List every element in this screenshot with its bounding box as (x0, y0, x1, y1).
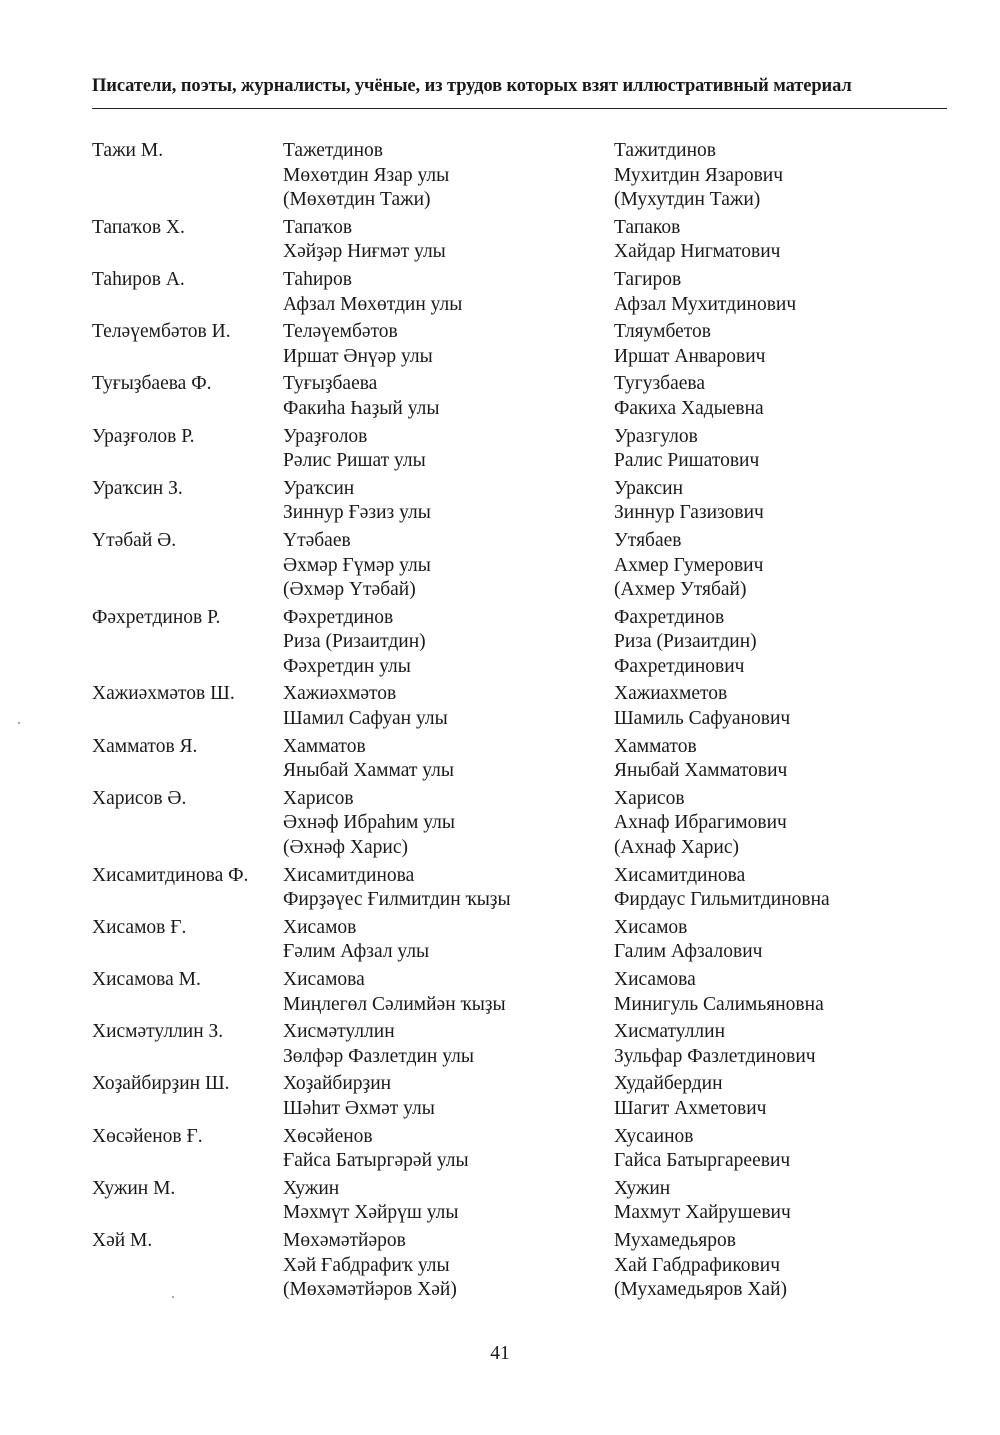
russian-name-line: Риза (Ризаитдин) (614, 631, 757, 653)
short-name: Хоҙайбирҙин Ш. (92, 1073, 230, 1095)
short-name: Хисмәтуллин З. (92, 1021, 224, 1043)
russian-name-line: Хисамова (614, 969, 696, 990)
short-name-column (92, 916, 283, 965)
bashkir-name-column (283, 1177, 614, 1226)
short-name-column (92, 268, 283, 317)
russian-name-line: Хусаинов (614, 1125, 694, 1147)
header-rule (92, 108, 947, 109)
short-name: Ураҡсин З. (92, 477, 183, 499)
russian-name-line: Хисамитдинова (614, 864, 746, 886)
russian-name-line: Хайдар Нигматович (614, 241, 781, 263)
bashkir-name-line: Теләүембәтов (283, 321, 398, 343)
russian-name-column (614, 787, 952, 861)
russian-name-line: (Мухамедьяров Хай) (614, 1279, 788, 1301)
bashkir-name-line: Зиннур Ғәзиз улы (283, 502, 431, 524)
russian-name-line: Зиннур Газизович (614, 502, 764, 524)
short-name-column (92, 216, 283, 265)
short-name-column (92, 787, 283, 861)
russian-name-line: Хамматов (614, 735, 697, 757)
bashkir-name-column (283, 320, 614, 369)
short-name-column (92, 425, 283, 474)
short-name-column (92, 529, 283, 603)
russian-name-line: Галим Афзалович (614, 941, 763, 963)
russian-name-column (614, 682, 952, 731)
bashkir-name-line: Хисамов (283, 916, 357, 938)
bashkir-name-line: Ғәлим Афзал улы (283, 941, 430, 963)
short-name: Хамматов Я. (92, 735, 198, 757)
bashkir-name-column (283, 735, 614, 784)
bashkir-name-line: Зөлфәр Фазлетдин улы (283, 1045, 474, 1067)
russian-name-line: Иршат Анварович (614, 345, 766, 367)
russian-name-line: Ахнаф Ибрагимович (614, 812, 787, 834)
bashkir-name-line: Таһиров (283, 268, 352, 290)
entry-row (92, 968, 952, 1017)
short-name-column (92, 682, 283, 731)
russian-name-line: Шагит Ахметович (614, 1097, 767, 1119)
russian-name-column (614, 606, 952, 680)
entry-row (92, 864, 952, 913)
russian-name-column (614, 864, 952, 913)
short-name: Үтәбай Ә. (92, 529, 177, 551)
russian-name-line: (Мухутдин Тажи) (614, 189, 761, 211)
bashkir-name-column (283, 787, 614, 861)
russian-name-column (614, 1125, 952, 1174)
russian-name-column (614, 916, 952, 965)
russian-name-line: Тагиров (614, 268, 682, 290)
entry-row (92, 682, 952, 731)
scan-speck (172, 1296, 174, 1298)
bashkir-name-column (283, 682, 614, 731)
short-name: Хисамитдинова Ф. (92, 864, 249, 886)
bashkir-name-line: Хужин (283, 1177, 340, 1199)
short-name: Харисов Ә. (92, 787, 187, 809)
bashkir-name-line: Мәхмүт Хәйрүш улы (283, 1202, 459, 1224)
bashkir-name-line: Хәйҙәр Ниғмәт улы (283, 241, 446, 263)
entry-row (92, 787, 952, 861)
russian-name-line: Хисматуллин (614, 1021, 726, 1043)
entry-row (92, 606, 952, 680)
russian-name-line: Ахмер Гумерович (614, 554, 764, 576)
russian-name-line: Гайса Батыргареевич (614, 1150, 791, 1172)
entry-row (92, 372, 952, 421)
short-name: Фәхретдинов Р. (92, 606, 221, 628)
short-name-column (92, 735, 283, 784)
russian-name-column (614, 968, 952, 1017)
russian-name-line: Хажиахметов (614, 683, 728, 705)
short-name: Хисамова М. (92, 969, 201, 990)
bashkir-name-line: Тажетдинов (283, 140, 383, 161)
short-name-column (92, 139, 283, 213)
bashkir-name-column (283, 1020, 614, 1069)
short-name: Хәй М. (92, 1229, 153, 1251)
page-number: 41 (490, 1343, 510, 1364)
short-name: Таһиров А. (92, 268, 185, 290)
short-name-column (92, 1072, 283, 1121)
entry-row (92, 1229, 952, 1303)
entry-row (92, 1072, 952, 1121)
bashkir-name-line: Риза (Ризаитдин) (283, 631, 426, 653)
short-name: Теләүембәтов И. (92, 321, 231, 343)
short-name: Туғыҙбаева Ф. (92, 373, 212, 395)
russian-name-column (614, 529, 952, 603)
bashkir-name-line: Рәлис Ришат улы (283, 450, 426, 472)
bashkir-name-column (283, 968, 614, 1017)
bashkir-name-line: Хисамитдинова (283, 864, 415, 886)
russian-name-line: Тажитдинов (614, 140, 717, 161)
bashkir-name-line: (Мөхәмәтйәров Хәй) (283, 1279, 457, 1301)
short-name-column (92, 606, 283, 680)
bashkir-name-line: Туғыҙбаева (283, 373, 378, 395)
bashkir-name-column (283, 529, 614, 603)
entry-row (92, 1125, 952, 1174)
bashkir-name-line: Хисмәтуллин (283, 1021, 395, 1043)
bashkir-name-column (283, 916, 614, 965)
scan-speck (18, 722, 20, 724)
russian-name-line: Фахретдинович (614, 655, 745, 677)
short-name: Ураҙғолов Р. (92, 425, 195, 447)
bashkir-name-line: Фәхретдинов (283, 606, 394, 628)
russian-name-line: Фахретдинов (614, 606, 725, 628)
bashkir-name-line: Шәһит Әхмәт улы (283, 1097, 435, 1119)
bashkir-name-line: Әхнәф Ибраһим улы (283, 812, 455, 834)
russian-name-line: Ралис Ришатович (614, 450, 760, 472)
russian-name-column (614, 1020, 952, 1069)
bashkir-name-line: Мөхөтдин Язар улы (283, 164, 450, 186)
russian-name-line: Уразгулов (614, 425, 698, 447)
russian-name-column (614, 372, 952, 421)
bashkir-name-column (283, 1072, 614, 1121)
short-name: Тажи М. (92, 140, 164, 161)
russian-name-column (614, 139, 952, 213)
short-name: Хисамов Ғ. (92, 916, 187, 938)
bashkir-name-column (283, 606, 614, 680)
short-name-column (92, 1229, 283, 1303)
bashkir-name-line: Фирҙәүес Ғилмитдин ҡыҙы (283, 889, 511, 911)
bashkir-name-column (283, 139, 614, 213)
bashkir-name-line: Хамматов (283, 735, 366, 757)
bashkir-name-line: (Әхмәр Үтәбай) (283, 579, 416, 601)
russian-name-line: Афзал Мухитдинович (614, 293, 797, 315)
entry-row (92, 268, 952, 317)
short-name-column (92, 1020, 283, 1069)
russian-name-column (614, 216, 952, 265)
bashkir-name-line: Хөсәйенов (283, 1125, 373, 1147)
russian-name-line: (Ахнаф Харис) (614, 837, 739, 859)
russian-name-line: Мухамедьяров (614, 1229, 736, 1251)
russian-name-column (614, 477, 952, 526)
russian-name-line: Ураксин (614, 477, 684, 499)
russian-name-line: Тляумбетов (614, 321, 712, 343)
entry-row (92, 425, 952, 474)
russian-name-line: Зульфар Фазлетдинович (614, 1045, 816, 1067)
russian-name-line: Минигуль Салимьяновна (614, 993, 824, 1015)
short-name: Тапаҡов Х. (92, 216, 185, 238)
short-name-column (92, 864, 283, 913)
short-name-column (92, 968, 283, 1017)
bashkir-name-column (283, 864, 614, 913)
russian-name-line: Хай Габдрафикович (614, 1254, 781, 1276)
bashkir-name-line: Иршат Әнүәр улы (283, 345, 433, 367)
short-name-column (92, 320, 283, 369)
page-header: Писатели, поэты, журналисты, учёные, из трудов которых взят иллюстративный материал (92, 76, 852, 96)
bashkir-name-line: (Әхнәф Харис) (283, 837, 408, 859)
bashkir-name-column (283, 268, 614, 317)
russian-name-line: Шамиль Сафуанович (614, 708, 791, 730)
entry-row (92, 320, 952, 369)
entry-row (92, 916, 952, 965)
russian-name-column (614, 268, 952, 317)
short-name-column (92, 372, 283, 421)
russian-name-line: Яныбай Хамматович (614, 760, 788, 782)
russian-name-line: Худайбердин (614, 1073, 723, 1095)
bashkir-name-line: Ғайса Батыргәрәй улы (283, 1150, 469, 1172)
bashkir-name-line: Ураҡсин (283, 477, 355, 499)
entry-row (92, 216, 952, 265)
entry-row (92, 529, 952, 603)
entry-row (92, 1177, 952, 1226)
russian-name-line: Харисов (614, 787, 685, 809)
russian-name-column (614, 1177, 952, 1226)
russian-name-line: Фирдаус Гильмитдиновна (614, 889, 830, 911)
entry-row (92, 1020, 952, 1069)
bashkir-name-line: Әхмәр Ғүмәр улы (283, 554, 431, 576)
short-name-column (92, 477, 283, 526)
bashkir-name-line: Тапаҡов (283, 216, 353, 238)
entry-row (92, 735, 952, 784)
russian-name-line: Тугузбаева (614, 373, 705, 395)
bashkir-name-line: Миңлегөл Сәлимйән ҡыҙы (283, 993, 506, 1015)
bashkir-name-line: Ураҙғолов (283, 425, 368, 447)
russian-name-column (614, 320, 952, 369)
bashkir-name-column (283, 1229, 614, 1303)
russian-name-line: Хисамов (614, 916, 688, 938)
bashkir-name-line: (Мөхөтдин Тажи) (283, 189, 431, 211)
bashkir-name-column (283, 425, 614, 474)
russian-name-column (614, 735, 952, 784)
russian-name-line: Утябаев (614, 529, 682, 551)
entry-row (92, 139, 952, 213)
short-name: Хужин М. (92, 1177, 176, 1199)
russian-name-line: Мухитдин Язарович (614, 164, 784, 186)
bashkir-name-line: Факиһа Һаҙый улы (283, 397, 440, 419)
bashkir-name-line: Фәхретдин улы (283, 655, 411, 677)
bashkir-name-column (283, 372, 614, 421)
short-name-column (92, 1177, 283, 1226)
bashkir-name-line: Хәй Ғабдрафиҡ улы (283, 1254, 450, 1276)
bashkir-name-column (283, 216, 614, 265)
russian-name-column (614, 1072, 952, 1121)
bashkir-name-column (283, 1125, 614, 1174)
bashkir-name-line: Хисамова (283, 969, 365, 990)
bashkir-name-line: Хоҙайбирҙин (283, 1073, 392, 1095)
bashkir-name-column (283, 477, 614, 526)
bashkir-name-line: Яныбай Хаммат улы (283, 760, 454, 782)
russian-name-line: (Ахмер Утябай) (614, 579, 747, 601)
bashkir-name-line: Шамил Сафуан улы (283, 708, 448, 730)
russian-name-line: Тапаков (614, 216, 681, 238)
short-name: Хажиәхмәтов Ш. (92, 683, 235, 705)
bashkir-name-line: Харисов (283, 787, 354, 809)
entry-row (92, 477, 952, 526)
short-name: Хөсәйенов Ғ. (92, 1125, 203, 1147)
russian-name-line: Факиха Хадыевна (614, 397, 764, 419)
short-name-column (92, 1125, 283, 1174)
bashkir-name-line: Мөхәмәтйәров (283, 1229, 406, 1251)
entries-table (92, 139, 952, 1306)
bashkir-name-line: Хажиәхмәтов (283, 683, 397, 705)
russian-name-column (614, 425, 952, 474)
russian-name-column (614, 1229, 952, 1303)
russian-name-line: Хужин (614, 1177, 671, 1199)
bashkir-name-line: Үтәбаев (283, 529, 351, 551)
bashkir-name-line: Афзал Мөхөтдин улы (283, 293, 463, 315)
russian-name-line: Махмут Хайрушевич (614, 1202, 791, 1224)
